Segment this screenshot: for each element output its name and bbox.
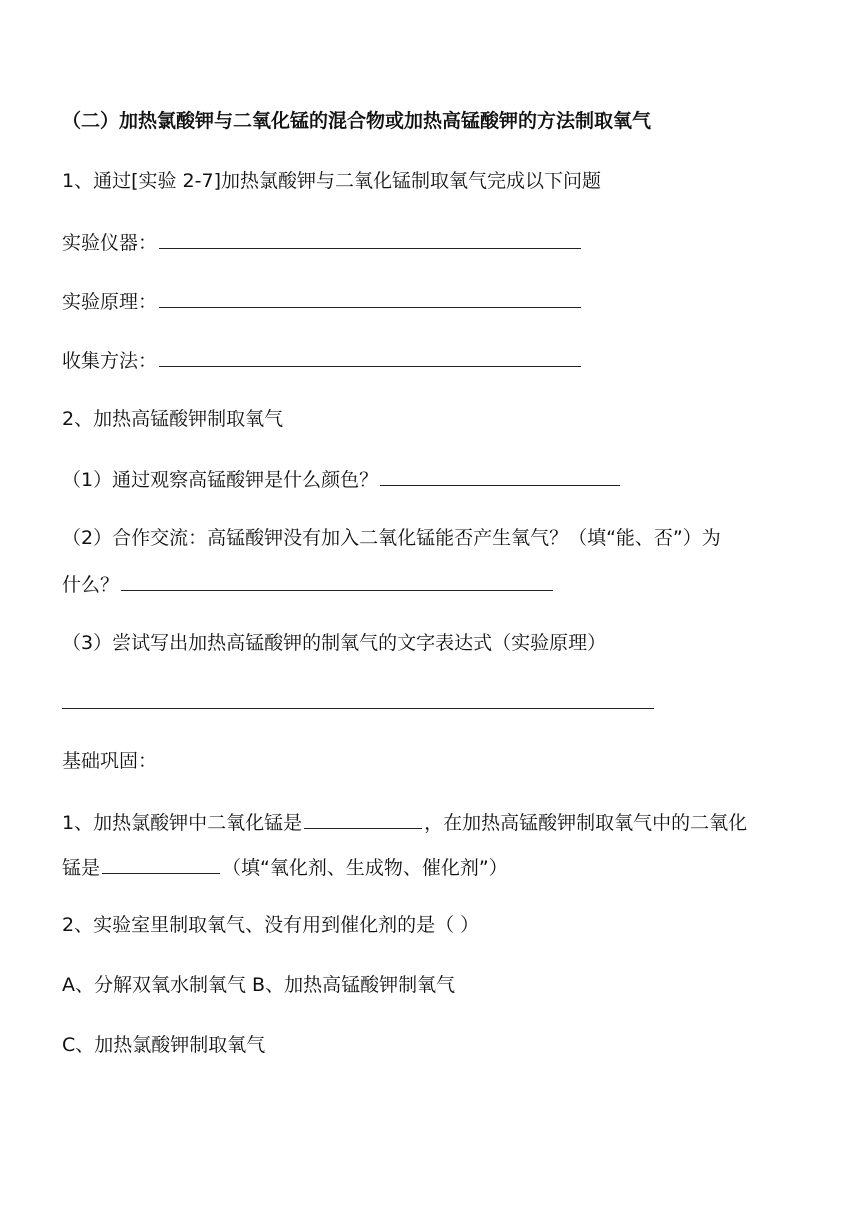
equation-blank[interactable]: [62, 688, 654, 709]
principle-label: 实验原理：: [62, 291, 158, 313]
part1-intro: 1、通过[实验 2-7]加热氯酸钾与二氧化锰制取氧气完成以下问题: [62, 170, 601, 192]
principle-blank[interactable]: [159, 287, 581, 308]
consolidation-q1-text-b: ，在加热高锰酸钾制取氧气中的二氧化: [424, 812, 748, 834]
part2-q1-row: [62, 465, 622, 493]
equation-row: [62, 688, 656, 716]
part2-q3: （3）尝试写出加热高锰酸钾的制氧气的文字表达式（实验原理）: [62, 632, 607, 654]
instruments-blank[interactable]: [159, 228, 581, 249]
color-blank[interactable]: [380, 465, 620, 486]
part2-title: 2、加热高锰酸钾制取氧气: [62, 408, 284, 430]
options-ab: A、分解双氧水制氧气 B、加热高锰酸钾制氧气: [62, 974, 456, 996]
part2-q1-text: （1）通过观察高锰酸钾是什么颜色？: [62, 469, 379, 491]
instruments-label: 实验仪器：: [62, 232, 158, 254]
mno2-role-blank-1[interactable]: [304, 808, 422, 829]
instruments-row: [62, 228, 583, 256]
mno2-role-blank-2[interactable]: [102, 853, 220, 874]
part2-q2-line1: （2）合作交流：高锰酸钾没有加入二氧化锰能否产生氧气？（填“能、否”）为: [62, 527, 721, 549]
collection-label: 收集方法：: [62, 350, 158, 372]
consolidation-q1-line2: [62, 853, 508, 881]
consolidation-q1-text-c: 锰是: [62, 857, 101, 879]
consolidation-q1-line1: [62, 808, 747, 836]
part2-q2-line2-text: 什么？: [62, 574, 120, 596]
section-title: （二）加热氯酸钾与二氧化锰的混合物或加热高锰酸钾的方法制取氧气: [62, 110, 652, 132]
option-c: C、加热氯酸钾制取氧气: [62, 1034, 266, 1056]
reason-blank[interactable]: [121, 570, 553, 591]
consolidation-q1-text-a: 1、加热氯酸钾中二氧化锰是: [62, 812, 303, 834]
consolidation-q2: 2、实验室里制取氧气、没有用到催化剂的是（ ）: [62, 914, 480, 936]
collection-row: [62, 346, 583, 374]
part2-q2-line2-row: [62, 570, 555, 598]
consolidation-q1-text-d: （填“氧化剂、生成物、催化剂”）: [222, 857, 508, 879]
consolidation-title: 基础巩固：: [62, 750, 158, 772]
principle-row: [62, 287, 583, 315]
collection-blank[interactable]: [159, 346, 581, 367]
